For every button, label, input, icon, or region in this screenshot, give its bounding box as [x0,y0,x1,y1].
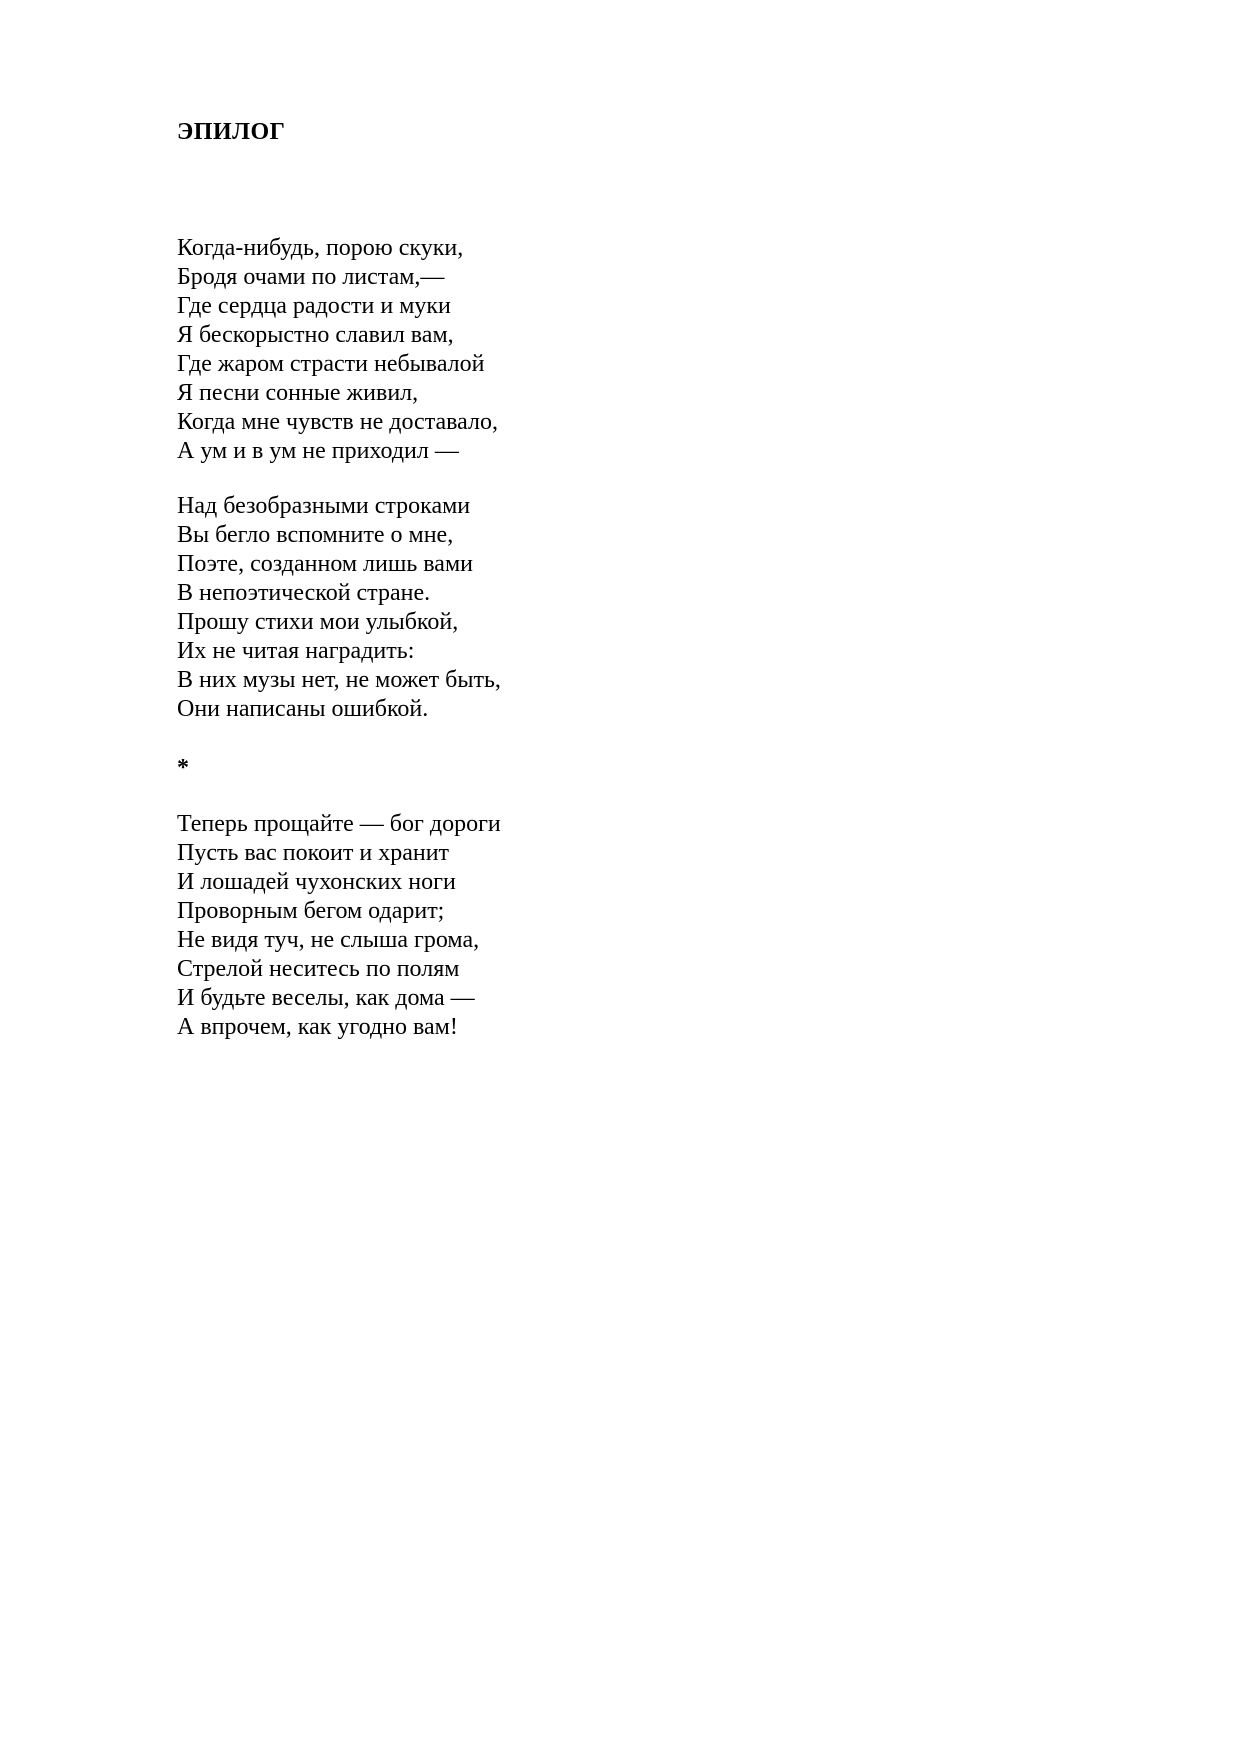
poem-line: Теперь прощайте — бог дороги [177,811,501,837]
poem-line: Не видя туч, не слыша грома, [177,927,480,953]
poem-line: Стрелой неситесь по полям [177,956,460,982]
section-separator: * [177,755,189,781]
poem-line: Их не читая наградить: [177,638,415,664]
poem-line: Прошу стихи мои улыбкой, [177,609,459,635]
poem-line: И лошадей чухонских ноги [177,869,456,895]
poem-line: Я песни сонные живил, [177,380,419,406]
poem-line: В непоэтической стране. [177,580,431,606]
stanza-2 [177,492,501,724]
poem-line: Я бескорыстно славил вам, [177,322,454,348]
poem-line: Они написаны ошибкой. [177,696,429,722]
poem-line: В них музы нет, не может быть, [177,667,501,693]
poem-line: Где жаром страсти небывалой [177,351,485,377]
poem-line: Проворным бегом одарит; [177,898,445,924]
stanza-3 [177,810,501,1042]
poem-line: Бродя очами по листам,— [177,264,445,290]
poem-line: Где сердца радости и муки [177,293,451,319]
poem-line: Поэте, созданном лишь вами [177,551,473,577]
poem-line: А впрочем, как угодно вам! [177,1014,458,1040]
poem-line: Когда-нибудь, порою скуки, [177,235,464,261]
stanza-1 [177,234,498,466]
poem-line: А ум и в ум не приходил — [177,438,459,464]
poem-line: Над безобразными строками [177,493,471,519]
poem-title: ЭПИЛОГ [177,119,286,145]
poem-line: Вы бегло вспомните о мне, [177,522,454,548]
poem-line: Когда мне чувств не доставало, [177,409,498,435]
poem-line: И будьте веселы, как дома — [177,985,475,1011]
poem-line: Пусть вас покоит и хранит [177,840,450,866]
